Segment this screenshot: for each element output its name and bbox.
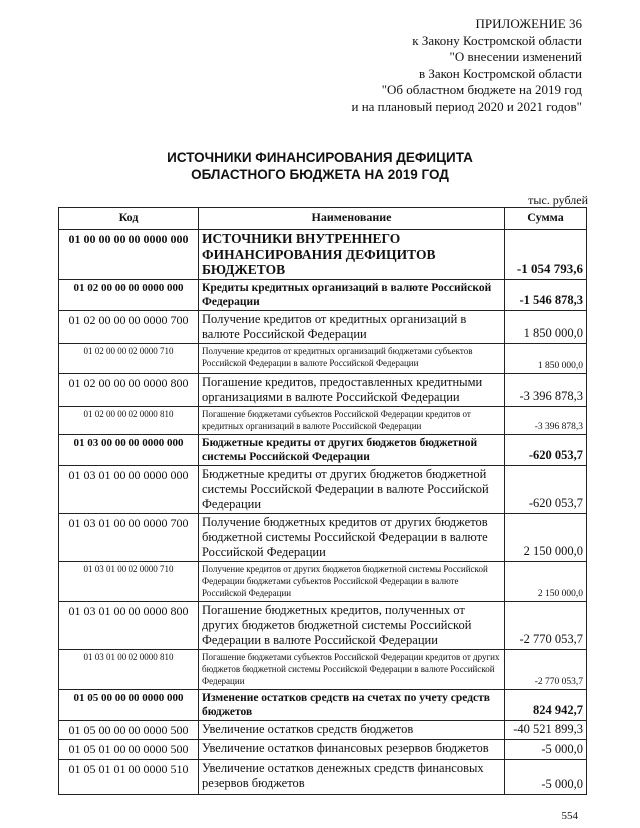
table-row [59,759,587,794]
row-name: Получение кредитов от кредитных организаций в валюте Российской Федерации [199,310,505,343]
document-title [0,149,640,183]
row-name: Бюджетные кредиты от других бюджетов бюджетной системы Российской Федерации в валюте Российской Федерации [199,465,505,513]
row-name: Получение бюджетных кредитов от других бюджетов бюджетной системы Российской Федерации в валюте Российской Федерации [199,513,505,561]
row-name: Увеличение остатков средств бюджетов [199,720,505,739]
header-sum: Сумма [505,208,587,230]
row-name: ИСТОЧНИКИ ВНУТРЕННЕГО ФИНАНСИРОВАНИЯ ДЕФИЦИТОВ БЮДЖЕТОВ [199,230,505,280]
row-name: Увеличение остатков финансовых резервов бюджетов [199,739,505,759]
row-code: 01 02 00 00 00 0000 000 [59,279,199,310]
table-row [59,561,587,601]
row-code: 01 00 00 00 00 0000 000 [59,230,199,280]
row-code: 01 03 00 00 00 0000 000 [59,434,199,465]
row-sum: -1 546 878,3 [505,279,587,310]
table-row [59,230,587,280]
row-sum: -5 000,0 [505,739,587,759]
row-name: Увеличение остатков денежных средств финансовых резервов бюджетов [199,759,505,794]
table-row [59,601,587,649]
table-row [59,513,587,561]
row-code: 01 02 00 00 00 0000 800 [59,373,199,406]
row-code: 01 02 00 00 02 0000 810 [59,406,199,434]
table-row [59,373,587,406]
row-sum: -2 770 053,7 [505,601,587,649]
row-sum: -1 054 793,6 [505,230,587,280]
table-row [59,720,587,739]
row-sum: 2 150 000,0 [505,513,587,561]
row-code: 01 03 01 00 00 0000 700 [59,513,199,561]
row-name: Бюджетные кредиты от других бюджетов бюджетной системы Российской Федерации [199,434,505,465]
row-sum: -2 770 053,7 [505,649,587,689]
appendix-line: и на плановый период 2020 и 2021 годов" [351,98,582,114]
row-code: 01 03 01 00 00 0000 800 [59,601,199,649]
appendix-line: "О внесении изменений [449,49,582,64]
row-sum: -620 053,7 [505,434,587,465]
table-row [59,310,587,343]
row-code: 01 05 00 00 00 0000 500 [59,720,199,739]
table-row [59,406,587,434]
row-code: 01 03 01 00 02 0000 810 [59,649,199,689]
row-code: 01 02 00 00 00 0000 700 [59,310,199,343]
title-line-2: ОБЛАСТНОГО БЮДЖЕТА НА 2019 ГОД [191,167,449,182]
row-name: Погашение бюджетами субъектов Российской Федерации кредитов от других бюджетов бюджетной системы Российской Федерации в валюте Российской Федерации [199,649,505,689]
row-sum: 1 850 000,0 [505,310,587,343]
row-sum: -3 396 878,3 [505,406,587,434]
row-code: 01 02 00 00 02 0000 710 [59,343,199,373]
row-code: 01 05 01 01 00 0000 510 [59,759,199,794]
table-row [59,434,587,465]
row-name: Погашение бюджетами субъектов Российской Федерации кредитов от кредитных организаций в валюте Российской Федерации [199,406,505,434]
header-code: Код [59,208,199,230]
table-header-row [59,208,587,230]
sources-table [58,207,587,795]
appendix-line: ПРИЛОЖЕНИЕ 36 [475,16,582,31]
row-name: Погашение кредитов, предоставленных кредитными организациями в валюте Российской Федерации [199,373,505,406]
row-code: 01 03 01 00 02 0000 710 [59,561,199,601]
row-sum: 1 850 000,0 [505,343,587,373]
appendix-line: к Закону Костромской области [412,32,582,48]
row-sum: -5 000,0 [505,759,587,794]
row-name: Изменение остатков средств на счетах по учету средств бюджетов [199,689,505,720]
table-row [59,279,587,310]
row-sum: -40 521 899,3 [505,720,587,739]
appendix-line: "Об областном бюджете на 2019 год [381,82,582,97]
row-sum: 2 150 000,0 [505,561,587,601]
table-row [59,465,587,513]
row-sum: -620 053,7 [505,465,587,513]
appendix-header [222,16,582,115]
table-row [59,689,587,720]
unit-label: тыс. рублей [528,193,588,207]
title-line-1: ИСТОЧНИКИ ФИНАНСИРОВАНИЯ ДЕФИЦИТА [167,150,473,165]
row-name: Кредиты кредитных организаций в валюте Российской Федерации [199,279,505,310]
row-name: Погашение бюджетных кредитов, полученных от других бюджетов бюджетной системы Российской Федерации в валюте Российской Федерации [199,601,505,649]
table-row [59,649,587,689]
row-sum: 824 942,7 [505,689,587,720]
header-name: Наименование [199,208,505,230]
row-name: Получение кредитов от других бюджетов бюджетной системы Российской Федерации бюджетами субъектов Российской Федерации в валюте Российской Федерации [199,561,505,601]
row-code: 01 03 01 00 00 0000 000 [59,465,199,513]
table-row [59,739,587,759]
page-number: 554 [561,810,578,822]
row-code: 01 05 01 00 00 0000 500 [59,739,199,759]
appendix-line: в Закон Костромской области [418,65,582,81]
row-sum: -3 396 878,3 [505,373,587,406]
table-row [59,343,587,373]
row-code: 01 05 00 00 00 0000 000 [59,689,199,720]
row-name: Получение кредитов от кредитных организаций бюджетами субъектов Российской Федерации в валюте Российской Федерации [199,343,505,373]
